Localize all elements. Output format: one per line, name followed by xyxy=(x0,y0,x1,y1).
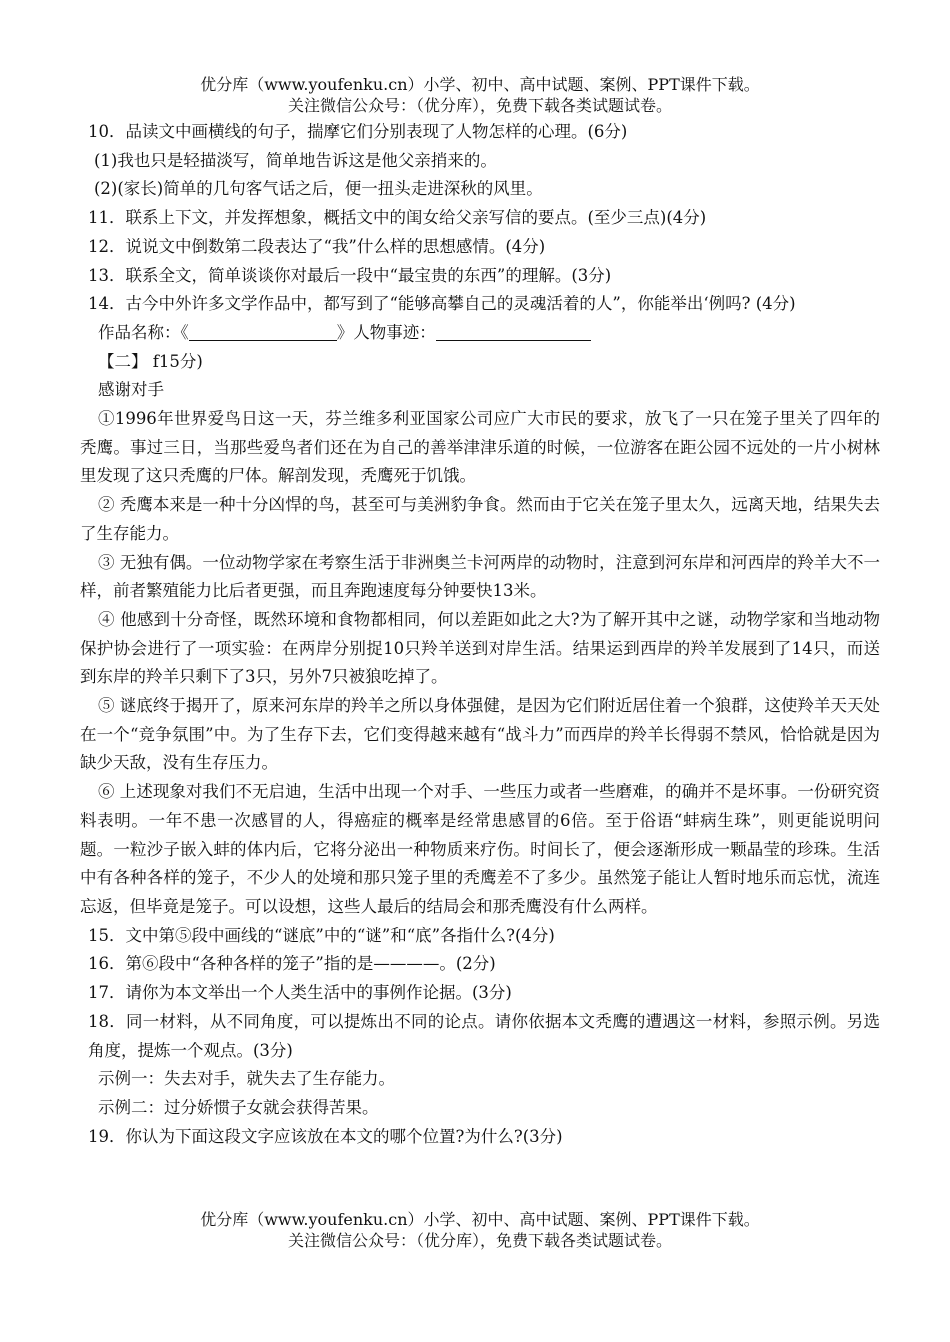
article-paragraph-3: ③ 无独有偶。一位动物学家在考察生活于非洲奥兰卡河两岸的动物时，注意到河东岸和河西岸的羚羊大不一样，前者繁殖能力比后者更强，而且奔跑速度每分钟要快13米。 xyxy=(80,552,880,601)
deeds-label: 》人物事迹： xyxy=(336,322,436,342)
question-11: 11．联系上下文，并发挥想象，概括文中的闺女给父亲写信的要点。(至少三点)(4分) xyxy=(88,208,707,228)
example-1: 示例一：失去对手，就失去了生存能力。 xyxy=(98,1069,395,1089)
question-10: 10．品读文中画横线的句子，揣摩它们分别表现了人物怎样的心理。(6分) xyxy=(88,122,628,141)
example-2: 示例二：过分娇惯子女就会获得苦果。 xyxy=(98,1097,379,1117)
question-12: 12．说说文中倒数第二段表达了“我”什么样的思想感情。(4分) xyxy=(88,236,546,256)
article-paragraph-5: ⑤ 谜底终于揭开了，原来河东岸的羚羊之所以身体强健，是因为它们附近居住着一个狼群，这使羚羊天天处在一个“竞争氛围”中。为了生存下去，它们变得越来越有“战斗力”而西岸的羚羊长得弱不禁风，恰恰就是因为缺少天敌，没有生存压力。 xyxy=(80,696,880,773)
question-10-item-2: (2)(家长)简单的几句客气话之后，便一扭头走进深秋的风里。 xyxy=(94,179,543,199)
footer-line-2: 关注微信公众号：（优分库），免费下载各类试题试卷。 xyxy=(287,1231,672,1250)
header-line-1: 优分库（www.youfenku.cn）小学、初中、高中试题、案例、PPT课件下载。 xyxy=(200,75,760,94)
question-15: 15．文中第⑤段中画线的“谜底”中的“谜”和“底”各指什么?(4分) xyxy=(88,925,555,945)
question-14-answer-line xyxy=(80,319,880,348)
question-16: 16．第⑥段中“各种各样的笼子”指的是————。(2分) xyxy=(88,954,496,974)
document-page xyxy=(80,74,880,1151)
header-line-2: 关注微信公众号：（优分库），免费下载各类试题试卷。 xyxy=(287,96,672,115)
deeds-blank[interactable] xyxy=(436,322,591,341)
footer-line-1: 优分库（www.youfenku.cn）小学、初中、高中试题、案例、PPT课件下载。 xyxy=(200,1210,760,1229)
article-title: 感谢对手 xyxy=(98,380,164,400)
question-13: 13．联系全文，简单谈谈你对最后一段中“最宝贵的东西”的理解。(3分) xyxy=(88,265,612,285)
section-2-title: 【二】 f15分) xyxy=(98,351,203,371)
question-10-item-1: (1)我也只是轻描淡写，简单地告诉这是他父亲捎来的。 xyxy=(94,150,497,170)
page-header xyxy=(80,74,880,116)
question-19: 19．你认为下面这段文字应该放在本文的哪个位置?为什么?(3分) xyxy=(88,1126,563,1146)
question-14: 14．古今中外许多文学作品中，都写到了“能够高攀自己的灵魂活着的人”，你能举出‘例吗? (4分) xyxy=(88,294,796,314)
article-paragraph-2: ② 秃鹰本来是一种十分凶悍的鸟，甚至可与美洲豹争食。然而由于它关在笼子里太久，远离天地，结果失去了生存能力。 xyxy=(80,495,880,543)
page-footer xyxy=(80,1209,880,1251)
work-name-label: 作品名称：《 xyxy=(98,322,189,342)
article-paragraph-6: ⑥ 上述现象对我们不无启迪，生活中出现一个对手、一些压力或者一些磨难，的确并不是坏事。一份研究资料表明。一年不患一次感冒的人，得癌症的概率是经常患感冒的6倍。至于俗语“蚌病生珠”，则更能说明问题。一粒沙子嵌入蚌的体内后，它将分泌出一种物质来疗伤。时间长了，便会逐渐形成一颗晶莹的珍珠。生活中有各种各样的笼子，不少人的处境和那只笼子里的秃鹰差不了多少。虽然笼子能让人暂时地乐而忘忧，流连忘返，但毕竟是笼子。可以设想，这些人最后的结局会和那秃鹰没有什么两样。 xyxy=(80,782,880,916)
question-18: 18．同一材料，从不同角度，可以提炼出不同的论点。请你依据本文秃鹰的遭遇这一材料，参照示例。另选角度，提炼一个观点。(3分) xyxy=(88,1011,880,1060)
question-17: 17．请你为本文举出一个人类生活中的事例作论据。(3分) xyxy=(88,983,512,1003)
article-paragraph-1: ①1996年世界爱鸟日这一天，芬兰维多利亚国家公司应广大市民的要求，放飞了一只在笼子里关了四年的秃鹰。事过三日，当那些爱鸟者们还在为自己的善举津津乐道的时候，一位游客在距公园不远处的一片小树林里发现了这只秃鹰的尸体。解剖发现，秃鹰死于饥饿。 xyxy=(80,409,880,486)
work-name-blank[interactable] xyxy=(189,322,337,341)
article-paragraph-4: ④ 他感到十分奇怪，既然环境和食物都相同，何以差距如此之大?为了解开其中之谜，动物学家和当地动物保护协会进行了一项实验：在两岸分别捉10只羚羊送到对岸生活。结果运到西岸的羚羊发展到了14只，而送到东岸的羚羊只剩下了3只，另外7只被狼吃掉了。 xyxy=(80,609,880,687)
